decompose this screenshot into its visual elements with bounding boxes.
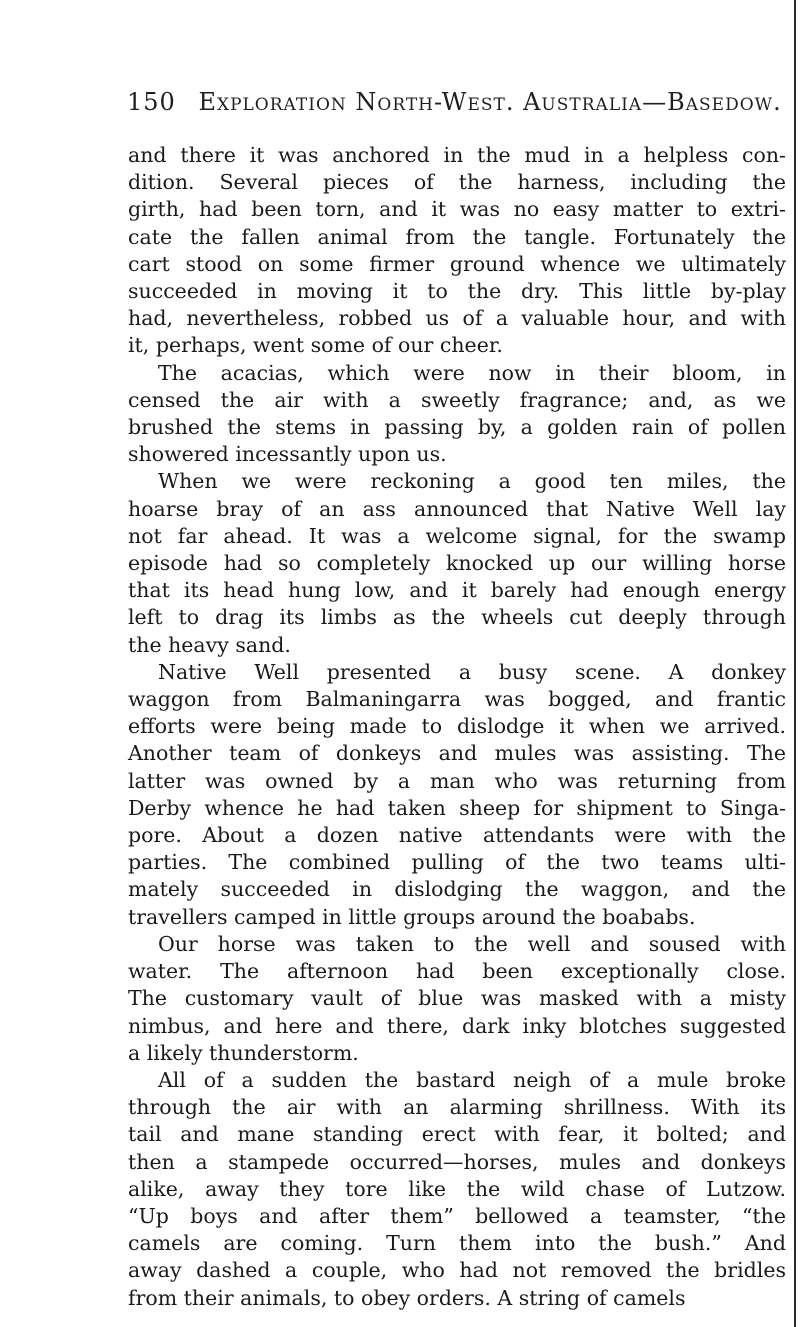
text-line: then a stampede occurred—horses, mules and donkeys xyxy=(128,1149,786,1174)
text-line: dition. Several pieces of the harness, including the xyxy=(128,170,786,195)
text-line: cate the fallen animal from the tangle. Fortunately the xyxy=(128,224,786,249)
text-line: from their animals, to obey orders. A string of camels xyxy=(128,1285,686,1310)
text-line: parties. The combined pulling of the two teams ulti- xyxy=(128,850,786,875)
text-line: censed the air with a sweetly fragrance; and, as we xyxy=(128,387,786,412)
text-line: alike, away they tore like the wild chase of Lutzow. xyxy=(128,1176,786,1201)
text-line: it, perhaps, went some of our cheer. xyxy=(128,333,503,358)
text-line: and there it was anchored in the mud in a helpless con- xyxy=(128,143,786,167)
text-line: not far ahead. It was a welcome signal, for the swamp xyxy=(128,523,786,548)
text-line: Another team of donkeys and mules was assisting. The xyxy=(128,741,786,766)
text-line: the heavy sand. xyxy=(128,632,291,657)
text-line: had, nevertheless, robbed us of a valuable hour, and with xyxy=(128,306,786,331)
text-line: episode had so completely knocked up our willing horse xyxy=(128,551,786,576)
text-line: efforts were being made to dislodge it when we arrived. xyxy=(128,714,786,739)
text-line: left to drag its limbs as the wheels cut deeply through xyxy=(128,605,786,630)
text-line: Native Well presented a busy scene. A donkey xyxy=(158,659,786,684)
text-line: travellers camped in little groups around the boababs. xyxy=(128,904,696,929)
text-line: nimbus, and here and there, dark inky blotches suggested xyxy=(128,1013,786,1038)
text-line: latter was owned by a man who was returning from xyxy=(128,768,786,793)
paragraph xyxy=(128,1067,786,1312)
text-line: Our horse was taken to the well and soused with xyxy=(158,931,786,956)
text-line: tail and mane standing erect with fear, it bolted; and xyxy=(128,1122,786,1147)
text-line: away dashed a couple, who had not removed the bridles xyxy=(128,1258,786,1283)
text-line: pore. About a dozen native attendants were with the xyxy=(128,823,786,848)
text-line: “Up boys and after them” bellowed a teamster, “the xyxy=(128,1203,786,1228)
text-line: showered incessantly upon us. xyxy=(128,442,447,467)
text-line: brushed the stems in passing by, a golden rain of pollen xyxy=(128,415,786,440)
text-line: through the air with an alarming shrillness. With its xyxy=(128,1095,786,1120)
text-line: All of a sudden the bastard neigh of a mule broke xyxy=(158,1067,786,1092)
text-line: The customary vault of blue was masked with a misty xyxy=(128,986,786,1011)
text-line: The acacias, which were now in their bloom, in xyxy=(158,360,786,385)
text-line: When we were reckoning a good ten miles, the xyxy=(158,469,786,494)
text-line: camels are coming. Turn them into the bush.” And xyxy=(128,1231,786,1256)
text-line: cart stood on some firmer ground whence we ultimately xyxy=(128,251,786,276)
running-head xyxy=(127,88,782,116)
page-edge-line xyxy=(794,0,796,1327)
text-line: waggon from Balmaningarra was bogged, and frantic xyxy=(128,687,786,712)
text-line: mately succeeded in dislodging the waggon, and the xyxy=(128,877,786,902)
text-line: Derby whence he had taken sheep for shipment to Singa- xyxy=(128,795,786,820)
paragraph xyxy=(128,931,786,1067)
text-line: hoarse bray of an ass announced that Native Well lay xyxy=(128,496,786,521)
body-text xyxy=(128,142,786,1312)
text-line: girth, had been torn, and it was no easy matter to extri- xyxy=(128,197,786,222)
paragraph xyxy=(128,659,786,931)
page-number: 150 xyxy=(127,88,176,116)
paragraph xyxy=(128,142,786,360)
text-line: water. The afternoon had been exceptionally close. xyxy=(128,959,786,984)
text-line: that its head hung low, and it barely had enough energy xyxy=(128,578,786,603)
text-line: a likely thunderstorm. xyxy=(128,1040,359,1065)
paragraph xyxy=(128,468,786,658)
running-head-title: Exploration North-West. Australia—Basedow. xyxy=(198,88,782,116)
paragraph xyxy=(128,360,786,469)
text-line: succeeded in moving it to the dry. This little by-play xyxy=(128,279,786,304)
